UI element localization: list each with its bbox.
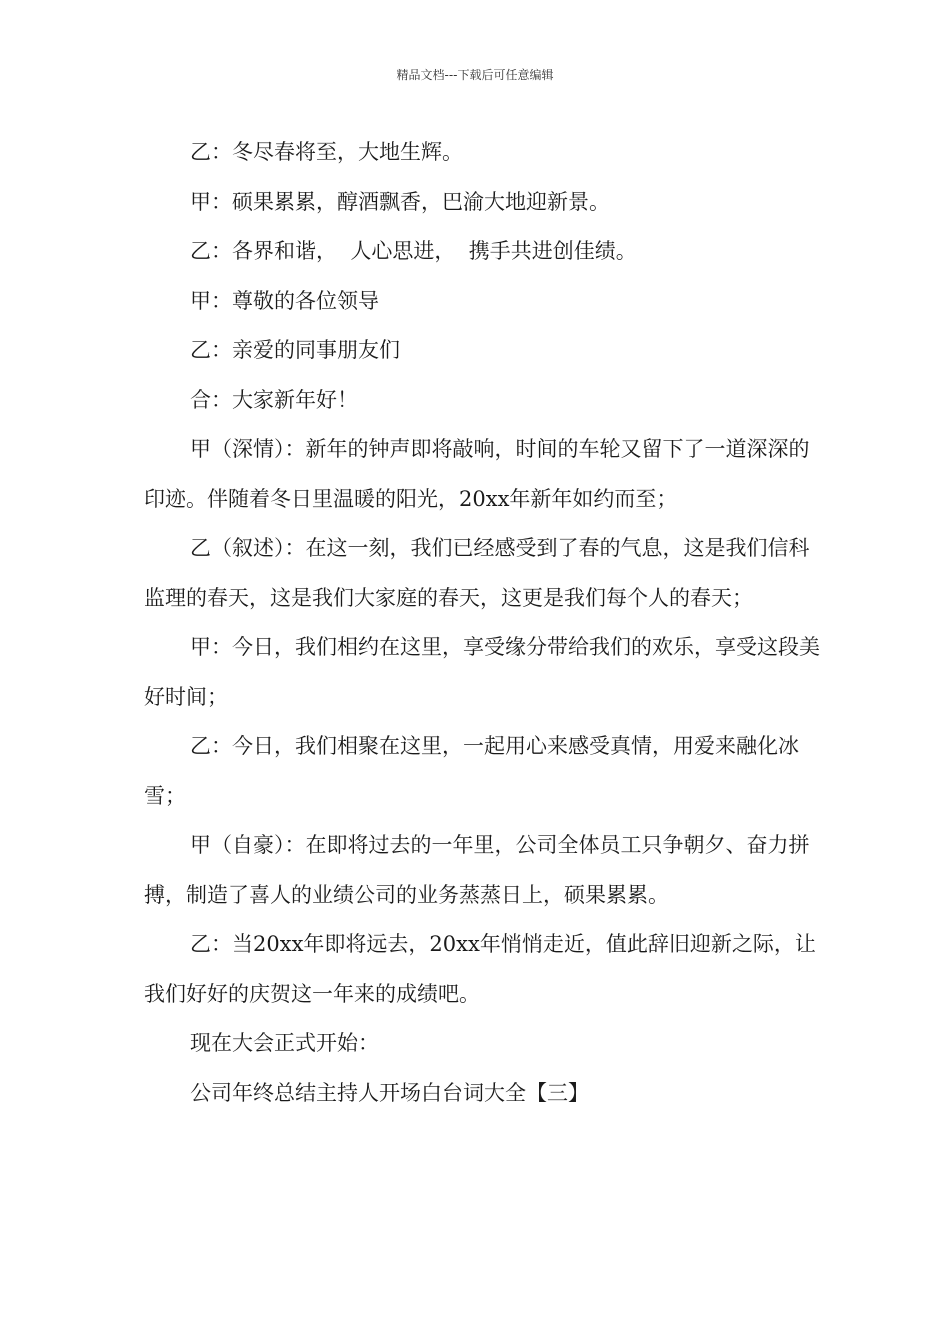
paragraph: 乙：当20xx年即将远去，20xx年悄悄走近，值此辞旧迎新之际，让我们好好的庆贺这一年来的成绩吧。 [144, 932, 816, 1006]
paragraph: 乙：亲爱的同事朋友们 [190, 338, 400, 362]
paragraph: 甲（深情）：新年的钟声即将敲响，时间的车轮又留下了一道深深的印迹。伴随着冬日里温暖的阳光，20xx年新年如约而至； [144, 437, 810, 511]
page-header: 精品文档---下载后可任意编辑 [396, 68, 554, 82]
paragraph: 乙：冬尽春将至，大地生辉。 [190, 140, 463, 164]
paragraph: 甲：今日，我们相约在这里，享受缘分带给我们的欢乐，享受这段美好时间； [144, 635, 820, 709]
paragraph: 乙（叙述）：在这一刻，我们已经感受到了春的气息，这是我们信科监理的春天，这是我们大家庭的春天，这更是我们每个人的春天； [144, 536, 810, 610]
paragraph: 甲（自豪）：在即将过去的一年里，公司全体员工只争朝夕、奋力拼搏，制造了喜人的业绩公司的业务蒸蒸日上，硕果累累。 [144, 833, 810, 907]
paragraph: 乙：今日，我们相聚在这里，一起用心来感受真情，用爱来融化冰雪； [144, 734, 799, 808]
section-heading: 公司年终总结主持人开场白台词大全【三】 [190, 1080, 589, 1105]
paragraph: 甲：尊敬的各位领导 [190, 288, 379, 313]
paragraph: 合：大家新年好！ [190, 387, 358, 412]
paragraph: 现在大会正式开始： [190, 1031, 379, 1055]
paragraph: 乙：各界和谐， 人心思进， 携手共进创佳绩。 [190, 239, 637, 263]
document-body [144, 128, 824, 1118]
paragraph: 甲：硕果累累，醇酒飘香，巴渝大地迎新景。 [190, 189, 610, 214]
